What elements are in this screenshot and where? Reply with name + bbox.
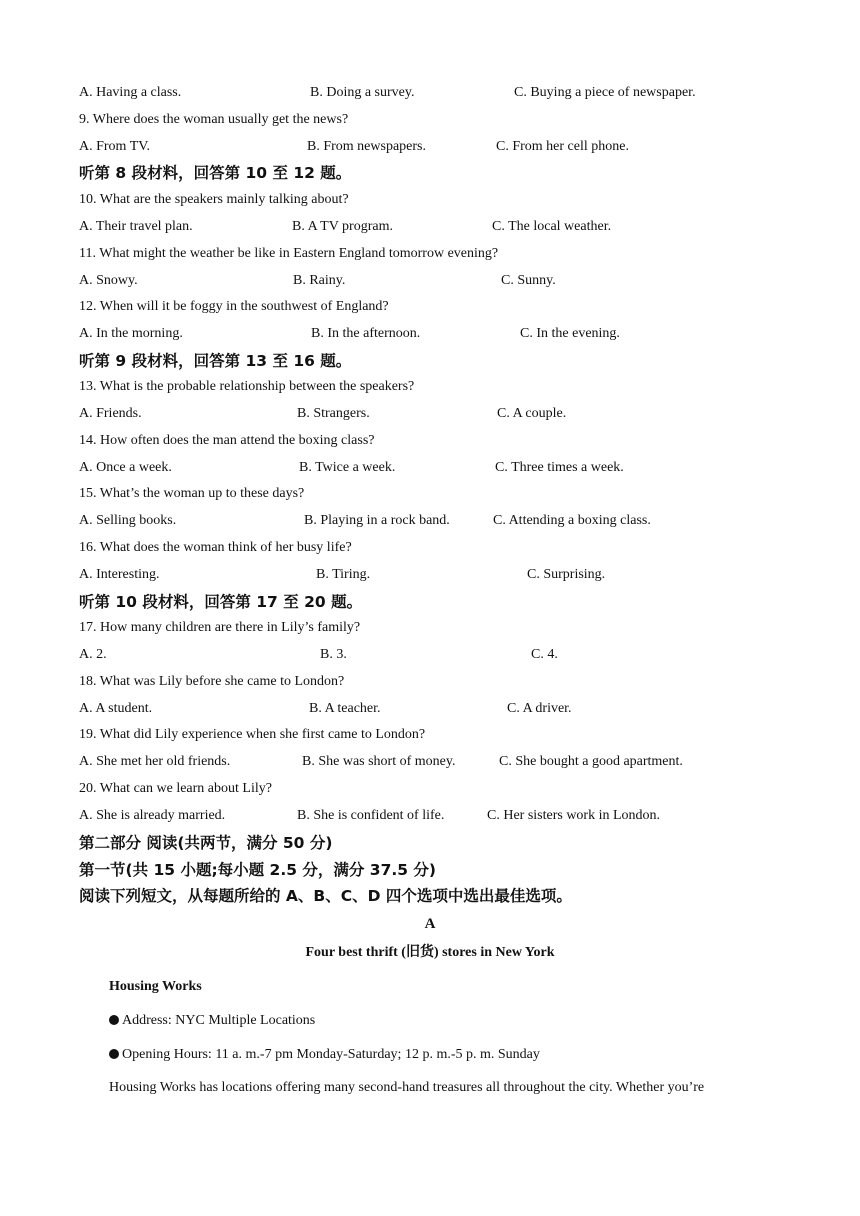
- question-15: 15. What’s the woman up to these days?: [79, 486, 305, 501]
- q18-option-b: B. A teacher.: [309, 701, 381, 716]
- question-19: 19. What did Lily experience when she first came to London?: [79, 727, 426, 742]
- question-12: 12. When will it be foggy in the southwest of England?: [79, 299, 389, 314]
- part-2-title: 第二部分 阅读(共两节，满分 50 分): [79, 834, 333, 852]
- q17-option-a: A. 2.: [79, 647, 107, 662]
- q9-option-a: A. From TV.: [79, 139, 151, 154]
- q19-option-b: B. She was short of money.: [302, 754, 456, 769]
- q9-option-b: B. From newspapers.: [307, 139, 426, 154]
- q13-option-c: C. A couple.: [497, 406, 567, 421]
- q16-option-c: C. Surprising.: [527, 567, 606, 582]
- q10-option-c: C. The local weather.: [492, 219, 612, 234]
- passage-title: Four best thrift (旧货) stores in New York: [305, 945, 555, 960]
- q10-option-b: B. A TV program.: [292, 219, 393, 234]
- top-option-b: B. Doing a survey.: [310, 85, 415, 100]
- q16-option-b: B. Tiring.: [316, 567, 371, 582]
- question-13: 13. What is the probable relationship between the speakers?: [79, 379, 415, 394]
- q19-option-c: C. She bought a good apartment.: [499, 754, 683, 769]
- q11-option-a: A. Snowy.: [79, 273, 138, 288]
- reading-instruction: 阅读下列短文，从每题所给的 A、B、C、D 四个选项中选出最佳选项。: [79, 887, 572, 905]
- q13-option-b: B. Strangers.: [297, 406, 370, 421]
- question-20: 20. What can we learn about Lily?: [79, 781, 272, 796]
- top-option-c: C. Buying a piece of newspaper.: [514, 85, 696, 100]
- bullet-icon: [109, 1015, 119, 1025]
- q11-option-b: B. Rainy.: [293, 273, 346, 288]
- q10-option-a: A. Their travel plan.: [79, 219, 193, 234]
- bullet-icon: [109, 1049, 119, 1059]
- q17-option-b: B. 3.: [320, 647, 347, 662]
- q14-option-b: B. Twice a week.: [299, 460, 396, 475]
- q11-option-c: C. Sunny.: [501, 273, 556, 288]
- store-hours: [109, 1046, 540, 1064]
- question-17: 17. How many children are there in Lily’s family?: [79, 620, 361, 635]
- q19-option-a: A. She met her old friends.: [79, 754, 231, 769]
- section-8-heading: 听第 8 段材料，回答第 10 至 12 题。: [79, 164, 352, 182]
- q17-option-c: C. 4.: [531, 647, 558, 662]
- section-1-title: 第一节(共 15 小题;每小题 2.5 分，满分 37.5 分): [79, 861, 437, 879]
- q20-option-b: B. She is confident of life.: [297, 808, 445, 823]
- section-10-heading: 听第 10 段材料，回答第 17 至 20 题。: [79, 593, 363, 611]
- question-14: 14. How often does the man attend the boxing class?: [79, 433, 375, 448]
- question-9: 9. Where does the woman usually get the news?: [79, 112, 349, 127]
- section-9-heading: 听第 9 段材料，回答第 13 至 16 题。: [79, 352, 352, 370]
- q20-option-c: C. Her sisters work in London.: [487, 808, 661, 823]
- passage-letter: A: [424, 916, 436, 932]
- question-18: 18. What was Lily before she came to London?: [79, 674, 345, 689]
- q13-option-a: A. Friends.: [79, 406, 142, 421]
- q18-option-a: A. A student.: [79, 701, 153, 716]
- top-option-a: A. Having a class.: [79, 85, 182, 100]
- q18-option-c: C. A driver.: [507, 701, 572, 716]
- q15-option-b: B. Playing in a rock band.: [304, 513, 450, 528]
- passage-body: Housing Works has locations offering many second-hand treasures all throughout the city. Whether you’re: [109, 1080, 705, 1095]
- store-hours-text: Opening Hours: 11 a. m.-7 pm Monday-Saturday; 12 p. m.-5 p. m. Sunday: [122, 1047, 540, 1062]
- q14-option-c: C. Three times a week.: [495, 460, 624, 475]
- q12-option-a: A. In the morning.: [79, 326, 183, 341]
- store-name: Housing Works: [109, 979, 202, 994]
- q12-option-b: B. In the afternoon.: [311, 326, 421, 341]
- question-11: 11. What might the weather be like in Eastern England tomorrow evening?: [79, 246, 499, 261]
- question-10: 10. What are the speakers mainly talking about?: [79, 192, 349, 207]
- q20-option-a: A. She is already married.: [79, 808, 226, 823]
- q15-option-a: A. Selling books.: [79, 513, 177, 528]
- q14-option-a: A. Once a week.: [79, 460, 172, 475]
- q9-option-c: C. From her cell phone.: [496, 139, 629, 154]
- store-address-text: Address: NYC Multiple Locations: [122, 1013, 316, 1028]
- q15-option-c: C. Attending a boxing class.: [493, 513, 651, 528]
- q16-option-a: A. Interesting.: [79, 567, 160, 582]
- store-address: [109, 1012, 315, 1030]
- q12-option-c: C. In the evening.: [520, 326, 620, 341]
- question-16: 16. What does the woman think of her busy life?: [79, 540, 352, 555]
